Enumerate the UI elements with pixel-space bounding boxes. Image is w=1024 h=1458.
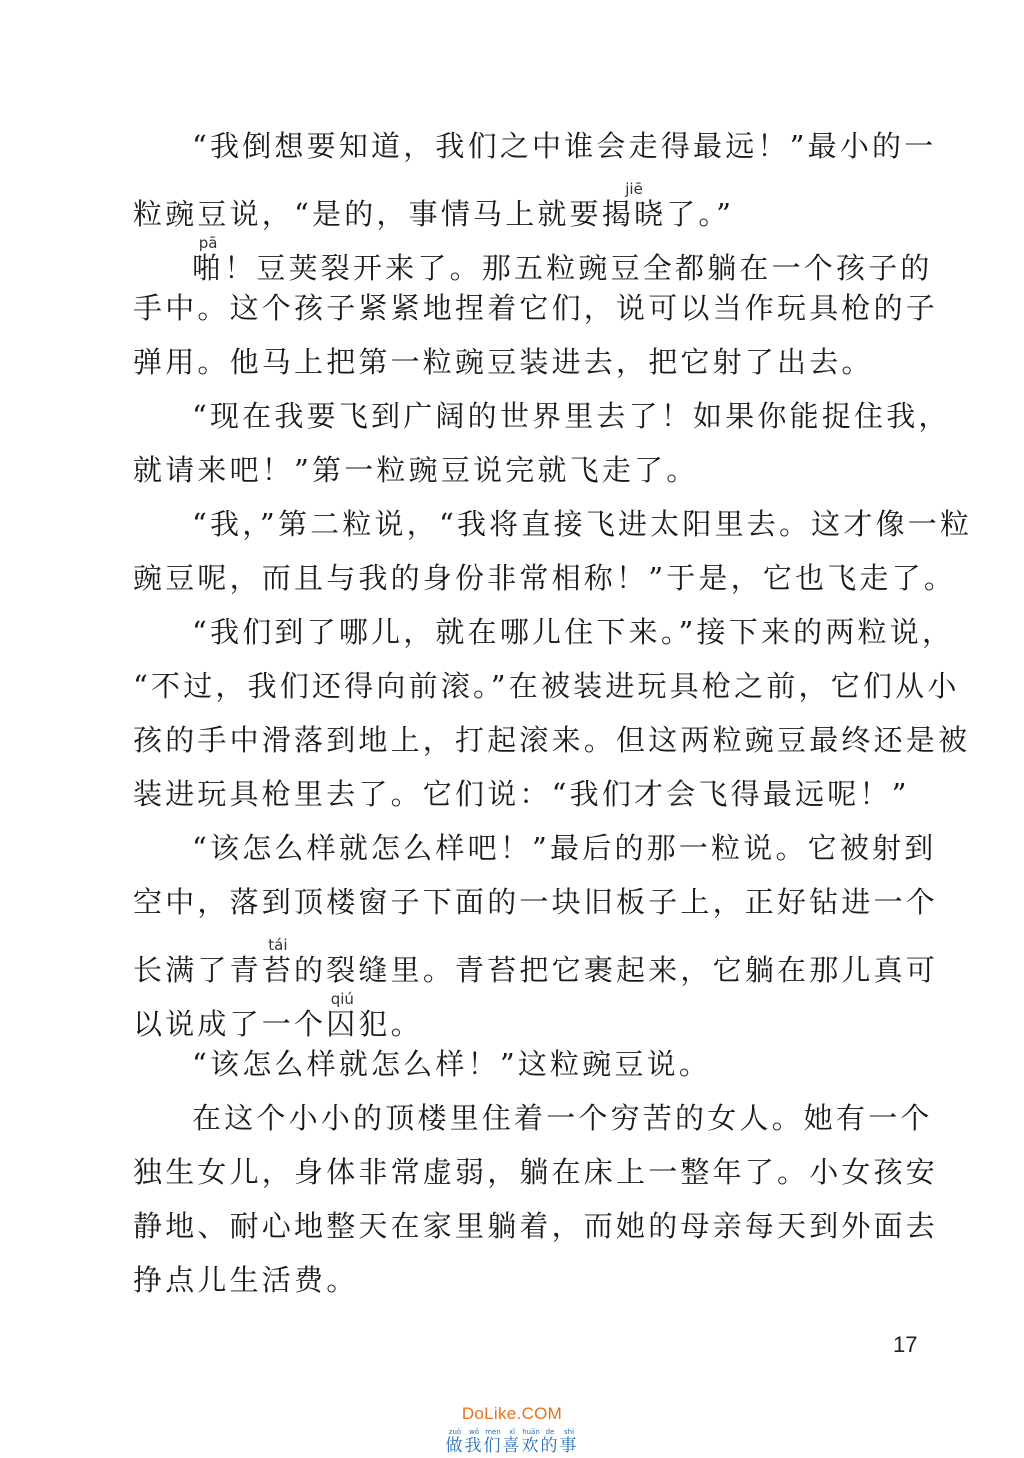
text-line: 静地、耐心地整天在家里躺着，而她的母亲每天到外面去 [133,1209,939,1243]
text-line: 就请来吧！”第一粒豌豆说完就飞走了。 [133,453,699,487]
slogan-char: 喜xǐ [502,1428,522,1456]
text-line: “该怎么样就怎么样吧！”最后的那一粒说。它被射到 [192,831,937,865]
text-line: “我，”第二粒说，“我将直接飞进太阳里去。这才像一粒 [192,507,973,541]
ruby-annotation: 囚qiú [326,990,359,1041]
text-line: 粒豌豆说，“是的，事情马上就要揭晓jiē了。” [133,180,735,231]
text-line: 长满了青苔tái的裂缝里。青苔把它裹起来，它躺在那儿真可 [133,936,939,987]
text-line: 空中，落到顶楼窗子下面的一块旧板子上，正好钻进一个 [133,885,939,919]
text-line: “我倒想要知道，我们之中谁会走得最远！”最小的一 [192,129,937,163]
text-line: “不过，我们还得向前滚。”在被装进玩具枪之前，它们从小 [133,669,960,703]
footer-slogan [0,1428,1024,1456]
ruby-annotation: 揭晓jiē [601,180,667,231]
ruby-annotation: 苔tái [261,936,295,987]
ruby-annotation: 啪pā [192,234,225,285]
text-line: 豌豆呢，而且与我的身份非常相称！”于是，它也飞走了。 [133,561,957,595]
page-number: 17 [893,1332,918,1357]
text-line: “现在我要飞到广阔的世界里去了！如果你能捉住我， [192,399,951,433]
text-line: “该怎么样就怎么样！”这粒豌豆说。 [192,1047,712,1081]
text-line: 手中。这个孩子紧紧地捏着它们，说可以当作玩具枪的子 [133,291,939,325]
slogan-char: 我wǒ [464,1428,484,1456]
text-line: 在这个小小的顶楼里住着一个穷苦的女人。她有一个 [192,1101,933,1135]
footer-logo: DoLike.COM [461,1404,563,1423]
slogan-char: 做zuò [445,1428,465,1456]
text-line: 挣点儿生活费。 [133,1263,359,1297]
text-line: 独生女儿，身体非常虚弱，躺在床上一整年了。小女孩安 [133,1155,939,1189]
slogan-char: 事shì [559,1428,579,1456]
text-line: “我们到了哪儿，就在哪儿住下来。”接下来的两粒说， [192,615,955,649]
text-line: 孩的手中滑落到地上，打起滚来。但这两粒豌豆最终还是被 [133,723,971,757]
slogan-char: 们men [483,1428,503,1456]
slogan-char: 欢huān [521,1428,541,1456]
text-line: 装进玩具枪里去了。它们说：“我们才会飞得最远呢！” [133,777,910,811]
text-line: 啪pā！豆荚裂开来了。那五粒豌豆全都躺在一个孩子的 [192,234,933,285]
slogan-char: 的de [540,1428,560,1456]
text-line: 弹用。他马上把第一粒豌豆装进去，把它射了出去。 [133,345,874,379]
text-line: 以说成了一个囚qiú犯。 [133,990,423,1041]
